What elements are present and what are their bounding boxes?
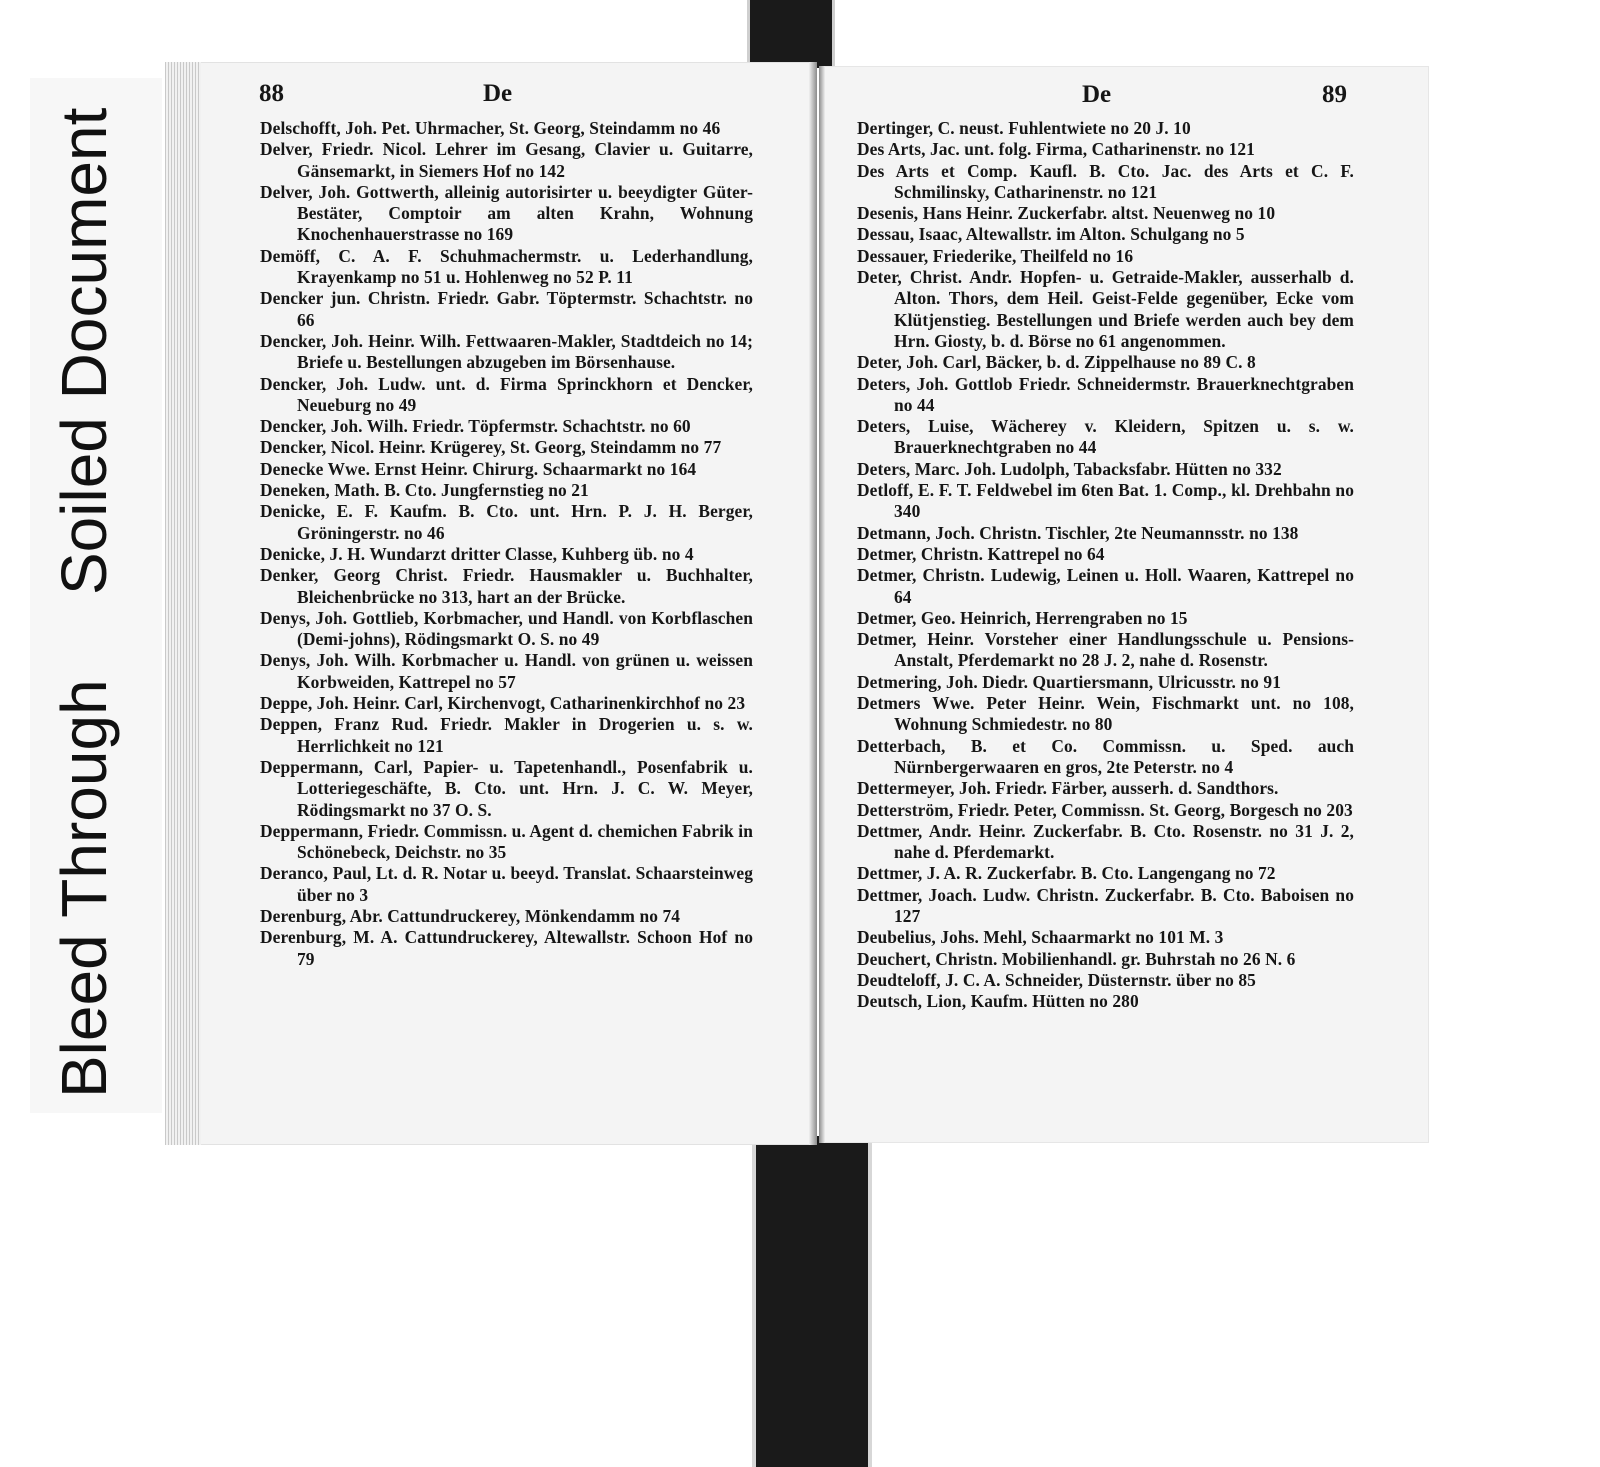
directory-entry: Denys, Joh. Gottlieb, Korbmacher, und Handl. von Korbflaschen (Demi-johns), Rödingsmarkt O. S. no 49 — [260, 607, 753, 650]
directory-entry: Denker, Georg Christ. Friedr. Hausmakler u. Buchhalter, Bleichenbrücke no 313, hart an der Brücke. — [260, 565, 753, 607]
page-gutter — [809, 62, 817, 1145]
directory-entry: Des Arts et Comp. Kaufl. B. Cto. Jac. des Arts et C. F. Schmilinsky, Catharinenstr. no 121 — [857, 160, 1354, 202]
directory-entry: Deter, Christ. Andr. Hopfen- u. Getraide-Makler, ausserhalb d. Alton. Thors, dem Heil. Geist-Felde gegenüber, Ecke vom Klütjenstieg. Bestellungen und Briefe werden auch bey dem Hrn. Giosty, b. d. Börse no 61 angenommen. — [857, 267, 1354, 351]
bleed-through-label: Bleed Through — [48, 679, 120, 1098]
directory-entry: Deppe, Joh. Heinr. Carl, Kirchenvogt, Catharinenkirchhof no 23 — [260, 693, 746, 714]
directory-entry: Detmer, Geo. Heinrich, Herrengraben no 15 — [857, 607, 1188, 628]
left-page-number: 88 — [259, 80, 284, 107]
directory-entry: Demöff, C. A. F. Schuhmachermstr. u. Lederhandlung, Krayenkamp no 51 u. Hohlenweg no 52 P. 11 — [260, 245, 753, 288]
right-page-number: 89 — [1322, 81, 1347, 108]
directory-entry: Delschofft, Joh. Pet. Uhrmacher, St. Georg, Steindamm no 46 — [260, 118, 721, 138]
directory-entry: Dettmer, Andr. Heinr. Zuckerfabr. B. Cto. Rosenstr. no 31 J. 2, nahe d. Pferdemarkt. — [857, 820, 1354, 863]
left-entry-list — [260, 118, 753, 970]
directory-entry: Desenis, Hans Heinr. Zuckerfabr. altst. Neuenweg no 10 — [857, 203, 1276, 224]
directory-entry: Dettmer, J. A. R. Zuckerfabr. B. Cto. Langengang no 72 — [857, 863, 1276, 884]
right-entry-list — [857, 118, 1354, 1012]
left-running-head: De — [483, 80, 513, 107]
directory-entry: Deubelius, Johs. Mehl, Schaarmarkt no 101 M. 3 — [857, 927, 1224, 948]
right-page — [819, 66, 1429, 1143]
directory-entry: Dencker, Joh. Heinr. Wilh. Fettwaaren-Makler, Stadtdeich no 14; Briefe u. Bestellungen abzugeben im Börsenhause. — [260, 330, 753, 373]
directory-entry: Deneken, Math. B. Cto. Jungfernstieg no 21 — [260, 480, 589, 501]
directory-entry: Detterbach, B. et Co. Commissn. u. Sped. auch Nürnbergerwaaren en gros, 2te Peterstr. no 4 — [857, 735, 1354, 777]
book-binding-bottom — [752, 1136, 872, 1467]
directory-entry: Deranco, Paul, Lt. d. R. Notar u. beeyd. Translat. Schaarsteinweg über no 3 — [260, 863, 753, 905]
directory-entry: Delver, Joh. Gottwerth, alleinig autorisirter u. beeydigter Güter-Bestäter, Comptoir am alten Krahn, Wohnung Knochenhauerstrasse no 169 — [260, 181, 753, 245]
right-running-head: De — [1082, 81, 1112, 108]
directory-entry: Deudteloff, J. C. A. Schneider, Düsternstr. über no 85 — [857, 969, 1256, 990]
directory-entry: Deppen, Franz Rud. Friedr. Makler in Drogerien u. s. w. Herrlichkeit no 121 — [260, 714, 753, 756]
directory-entry: Detmer, Christn. Kattrepel no 64 — [857, 543, 1105, 564]
directory-entry: Denicke, J. H. Wundarzt dritter Classe, Kuhberg üb. no 4 — [260, 543, 694, 564]
directory-entry: Dencker jun. Christn. Friedr. Gabr. Töptermstr. Schachtstr. no 66 — [260, 288, 753, 330]
directory-entry: Dertinger, C. neust. Fuhlentwiete no 20 J. 10 — [857, 118, 1191, 138]
directory-entry: Dencker, Joh. Wilh. Friedr. Töpfermstr. Schachtstr. no 60 — [260, 416, 691, 437]
left-page — [165, 62, 817, 1145]
directory-entry: Detmer, Heinr. Vorsteher einer Handlungsschule u. Pensions-Anstalt, Pferdemarkt no 28 J. 2, nahe d. Rosenstr. — [857, 629, 1354, 671]
directory-entry: Detterström, Friedr. Peter, Commissn. St. Georg, Borgesch no 203 — [857, 799, 1353, 820]
directory-entry: Denecke Wwe. Ernst Heinr. Chirurg. Schaarmarkt no 164 — [260, 458, 697, 479]
directory-entry: Deutsch, Lion, Kaufm. Hütten no 280 — [857, 991, 1139, 1012]
directory-entry: Dessauer, Friederike, Theilfeld no 16 — [857, 245, 1134, 266]
directory-entry: Deters, Joh. Gottlob Friedr. Schneidermstr. Brauerknechtgraben no 44 — [857, 373, 1354, 415]
soiled-document-label: Soiled Document — [48, 107, 120, 595]
directory-entry: Deuchert, Christn. Mobilienhandl. gr. Buhrstah no 26 N. 6 — [857, 948, 1296, 969]
page-gutter — [819, 66, 825, 1143]
directory-entry: Dencker, Joh. Ludw. unt. d. Firma Sprinckhorn et Dencker, Neueburg no 49 — [260, 373, 753, 415]
directory-entry: Denicke, E. F. Kaufm. B. Cto. unt. Hrn. P. J. H. Berger, Gröningerstr. no 46 — [260, 501, 753, 543]
directory-entry: Dessau, Isaac, Altewallstr. im Alton. Schulgang no 5 — [857, 224, 1245, 245]
directory-entry: Detmer, Christn. Ludewig, Leinen u. Holl. Waaren, Kattrepel no 64 — [857, 565, 1354, 607]
directory-entry: Deters, Marc. Joh. Ludolph, Tabacksfabr. Hütten no 332 — [857, 458, 1282, 479]
directory-entry: Denys, Joh. Wilh. Korbmacher u. Handl. von grünen u. weissen Korbweiden, Kattrepel no 57 — [260, 650, 753, 692]
directory-entry: Deters, Luise, Wächerey v. Kleidern, Spitzen u. s. w. Brauerknechtgraben no 44 — [857, 416, 1354, 458]
directory-entry: Deppermann, Friedr. Commissn. u. Agent d. chemichen Fabrik in Schönebeck, Deichstr. no 35 — [260, 820, 753, 863]
directory-entry: Dencker, Nicol. Heinr. Krügerey, St. Georg, Steindamm no 77 — [260, 437, 722, 458]
directory-entry: Dettmer, Joach. Ludw. Christn. Zuckerfabr. B. Cto. Baboisen no 127 — [857, 884, 1354, 926]
directory-entry: Detmann, Joch. Christn. Tischler, 2te Neumannsstr. no 138 — [857, 522, 1299, 543]
directory-entry: Derenburg, Abr. Cattundruckerey, Mönkendamm no 74 — [260, 905, 681, 926]
book-binding-top — [747, 0, 835, 68]
directory-entry: Deppermann, Carl, Papier- u. Tapetenhandl., Posenfabrik u. Lotteriegeschäfte, B. Cto. unt. Hrn. J. C. W. Meyer, Rödingsmarkt no 37 O. S. — [260, 756, 753, 820]
page-edge — [165, 62, 201, 1145]
directory-entry: Deter, Joh. Carl, Bäcker, b. d. Zippelhause no 89 C. 8 — [857, 352, 1256, 373]
directory-entry: Des Arts, Jac. unt. folg. Firma, Catharinenstr. no 121 — [857, 139, 1255, 160]
directory-entry: Detloff, E. F. T. Feldwebel im 6ten Bat. 1. Comp., kl. Drehbahn no 340 — [857, 480, 1354, 522]
directory-entry: Detmering, Joh. Diedr. Quartiersmann, Ulricusstr. no 91 — [857, 671, 1281, 692]
directory-entry: Dettermeyer, Joh. Friedr. Färber, ausserh. d. Sandthors. — [857, 778, 1279, 799]
directory-entry: Delver, Friedr. Nicol. Lehrer im Gesang, Clavier u. Guitarre, Gänsemarkt, in Siemers Hof no 142 — [260, 139, 753, 181]
directory-entry: Detmers Wwe. Peter Heinr. Wein, Fischmarkt unt. no 108, Wohnung Schmiedestr. no 80 — [857, 693, 1354, 735]
directory-entry: Derenburg, M. A. Cattundruckerey, Altewallstr. Schoon Hof no 79 — [260, 927, 753, 969]
